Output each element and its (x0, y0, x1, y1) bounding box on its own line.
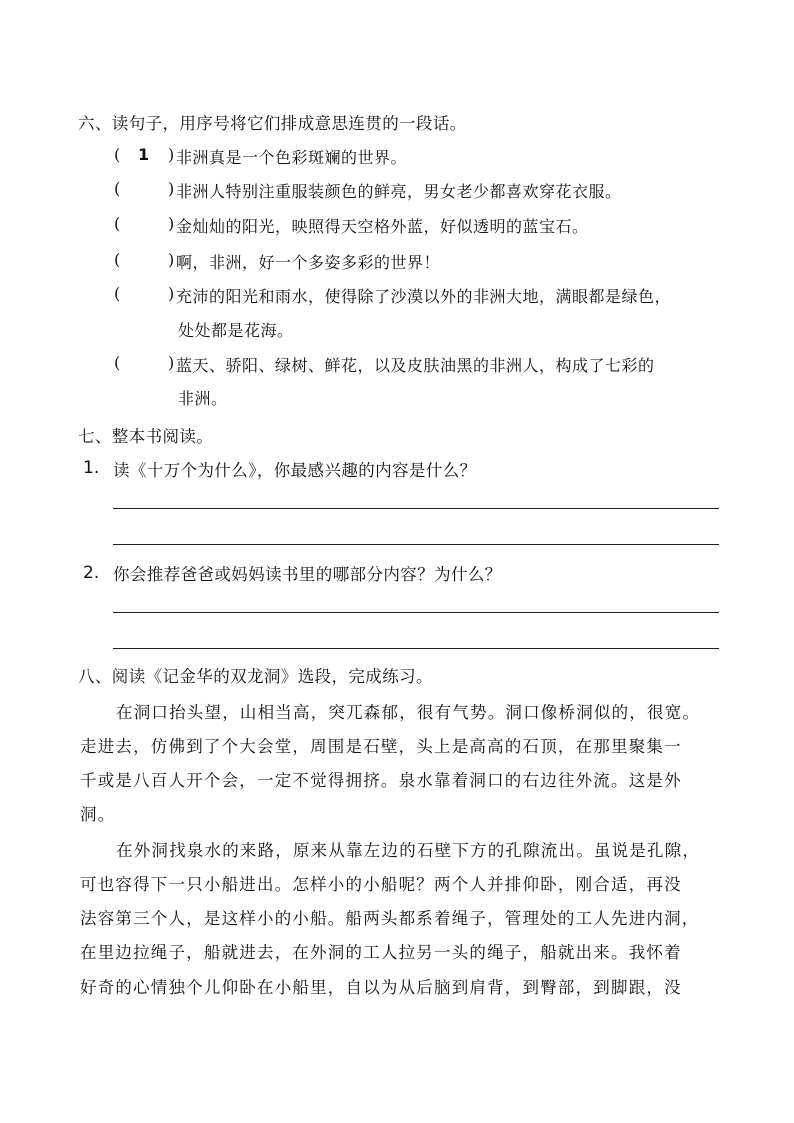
question-text: 你会推荐爸爸或妈妈读书里的哪部分内容？为什么？ (113, 565, 502, 584)
answer-line[interactable] (113, 544, 719, 545)
answer-line[interactable] (113, 648, 719, 649)
passage-line: 在洞口抬头望，山相当高，突兀森郁，很有气势。洞口像桥洞似的，很宽。 (116, 703, 701, 722)
passage-line: 洞。 (80, 805, 116, 824)
passage-line: 好奇的心情独个儿仰卧在小船里，自以为从后脑到肩背，到臀部，到脚跟，没 (80, 978, 682, 997)
blank-open: ( (114, 353, 121, 372)
blank-close: ) (168, 179, 175, 198)
blank-close: ) (168, 214, 175, 233)
blank-close: ) (168, 250, 175, 269)
blank-open: ( (114, 250, 121, 269)
answer-blank[interactable]: 1 (138, 145, 150, 164)
sentence-text: 充沛的阳光和雨水，使得除了沙漠以外的非洲大地，满眼都是绿色， (176, 287, 672, 306)
passage-line: 千或是八百人开个会，一定不觉得拥挤。泉水靠着洞口的右边往外流。这是外 (80, 771, 682, 790)
blank-open: ( (114, 179, 121, 198)
section-7-heading: 七、整本书阅读。 (78, 427, 214, 446)
sentence-text-continued: 处处都是花海。 (178, 321, 294, 340)
answer-line[interactable] (113, 508, 719, 509)
blank-open: ( (114, 284, 121, 303)
question-text: 读《十万个为什么》，你最感兴趣的内容是什么？ (113, 461, 477, 480)
blank-close: ) (168, 353, 175, 372)
passage-line: 可也容得下一只小船进出。怎样小的小船呢？两个人并排仰卧，刚合适，再没 (80, 875, 682, 894)
passage-line: 走进去，仿佛到了个大会堂，周围是石壁，头上是高高的石顶，在那里聚集一 (80, 737, 682, 756)
section-6-heading: 六、读句子，用序号将它们排成意思连贯的一段话。 (78, 114, 467, 133)
passage-line: 法容第三个人，是这样小的小船。船两头都系着绳子，管理处的工人先进内洞， (80, 909, 700, 928)
blank-open: ( (114, 214, 121, 233)
question-number: 2. (83, 563, 100, 583)
sentence-text-continued: 非洲。 (178, 389, 228, 408)
answer-line[interactable] (113, 612, 719, 613)
sentence-text: 非洲人特别注重服装颜色的鲜亮，男女老少都喜欢穿花衣服。 (176, 182, 622, 201)
question-number: 1. (83, 458, 100, 478)
blank-open: ( (114, 145, 121, 164)
passage-line: 在里边拉绳子，船就进去，在外洞的工人拉另一头的绳子，船就出来。我怀着 (80, 943, 682, 962)
sentence-text: 啊，非洲，好一个多姿多彩的世界！ (176, 253, 441, 272)
sentence-text: 非洲真是一个色彩斑斓的世界。 (176, 148, 408, 167)
blank-close: ) (168, 284, 175, 303)
sentence-text: 金灿灿的阳光，映照得天空格外蓝，好似透明的蓝宝石。 (176, 217, 589, 236)
section-8-heading: 八、阅读《记金华的双龙洞》选段，完成练习。 (78, 667, 433, 686)
sentence-text: 蓝天、骄阳、绿树、鲜花，以及皮肤油黑的非洲人，构成了七彩的 (176, 356, 655, 375)
passage-line: 在外洞找泉水的来路，原来从靠左边的石壁下方的孔隙流出。虽说是孔隙， (116, 841, 701, 860)
blank-close: ) (168, 145, 175, 164)
